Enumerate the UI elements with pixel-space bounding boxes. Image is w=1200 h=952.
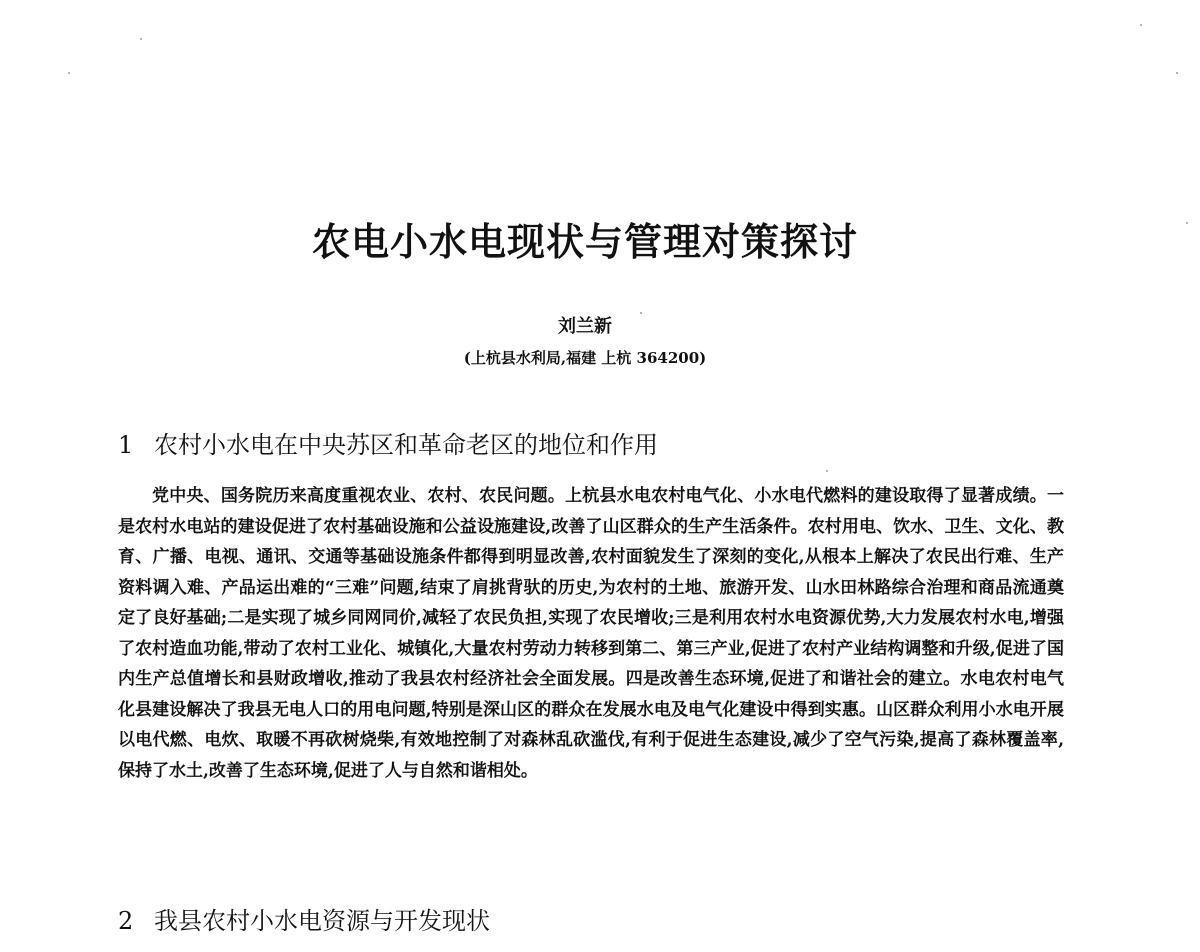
scan-speck xyxy=(1176,72,1178,74)
section-1-heading xyxy=(118,428,658,462)
scan-speck xyxy=(826,470,828,472)
section-title: 农村小水电在中央苏区和革命老区的地位和作用 xyxy=(154,431,658,459)
author-name: 刘兰新 xyxy=(558,316,612,337)
section-2-heading xyxy=(118,904,490,938)
scan-speck xyxy=(140,38,142,40)
scan-speck xyxy=(1186,222,1188,224)
scan-speck xyxy=(1140,24,1142,26)
section-1-paragraph: 党中央、国务院历来高度重视农业、农村、农民问题。上杭县水电农村电气化、小水电代燃料的建设取得了显著成绩。一是农村水电站的建设促进了农村基础设施和公益设施建设,改善了山区群众的生产生活条件。农村用电、饮水、卫生、文化、教育、广播、电视、通讯、交通等基础设施条件都得到明显改善,农村面貌发生了深刻的变化,从根本上解决了农民出行难、生产资料调入难、产品运出难的“三难”问题,结束了肩挑背驮的历史,为农村的土地、旅游开发、山水田林路综合治理和商品流通奠定了良好基础;二是实现了城乡同网同价,减轻了农民负担,实现了农民增收;三是利用农村水电资源优势,大力发展农村水电,增强了农村造血功能,带动了农村工业化、城镇化,大量农村劳动力转移到第二、第三产业,促进了农村产业结构调整和升级,促进了国内生产总值增长和县财政增收,推动了我县农村经济社会全面发展。四是改善生态环境,促进了和谐社会的建立。水电农村电气化县建设解决了我县无电人口的用电问题,特别是深山区的群众在发展水电及电气化建设中得到实惠。山区群众利用小水电开展以电代燃、电炊、取暖不再砍树烧柴,有效地控制了对森林乱砍滥伐,有利于促进生态建设,减少了空气污染,提高了森林覆盖率,保持了水土,改善了生态环境,促进了人与自然和谐相处。 xyxy=(118,486,1064,781)
author-affiliation: (上杭县水利局,福建 上杭 364200) xyxy=(463,349,707,367)
scan-speck xyxy=(68,72,70,74)
section-number: 2 xyxy=(118,907,134,935)
paper-title: 农电小水电现状与管理对策探讨 xyxy=(311,220,858,264)
section-title: 我县农村小水电资源与开发现状 xyxy=(154,907,490,935)
section-number: 1 xyxy=(118,431,134,459)
